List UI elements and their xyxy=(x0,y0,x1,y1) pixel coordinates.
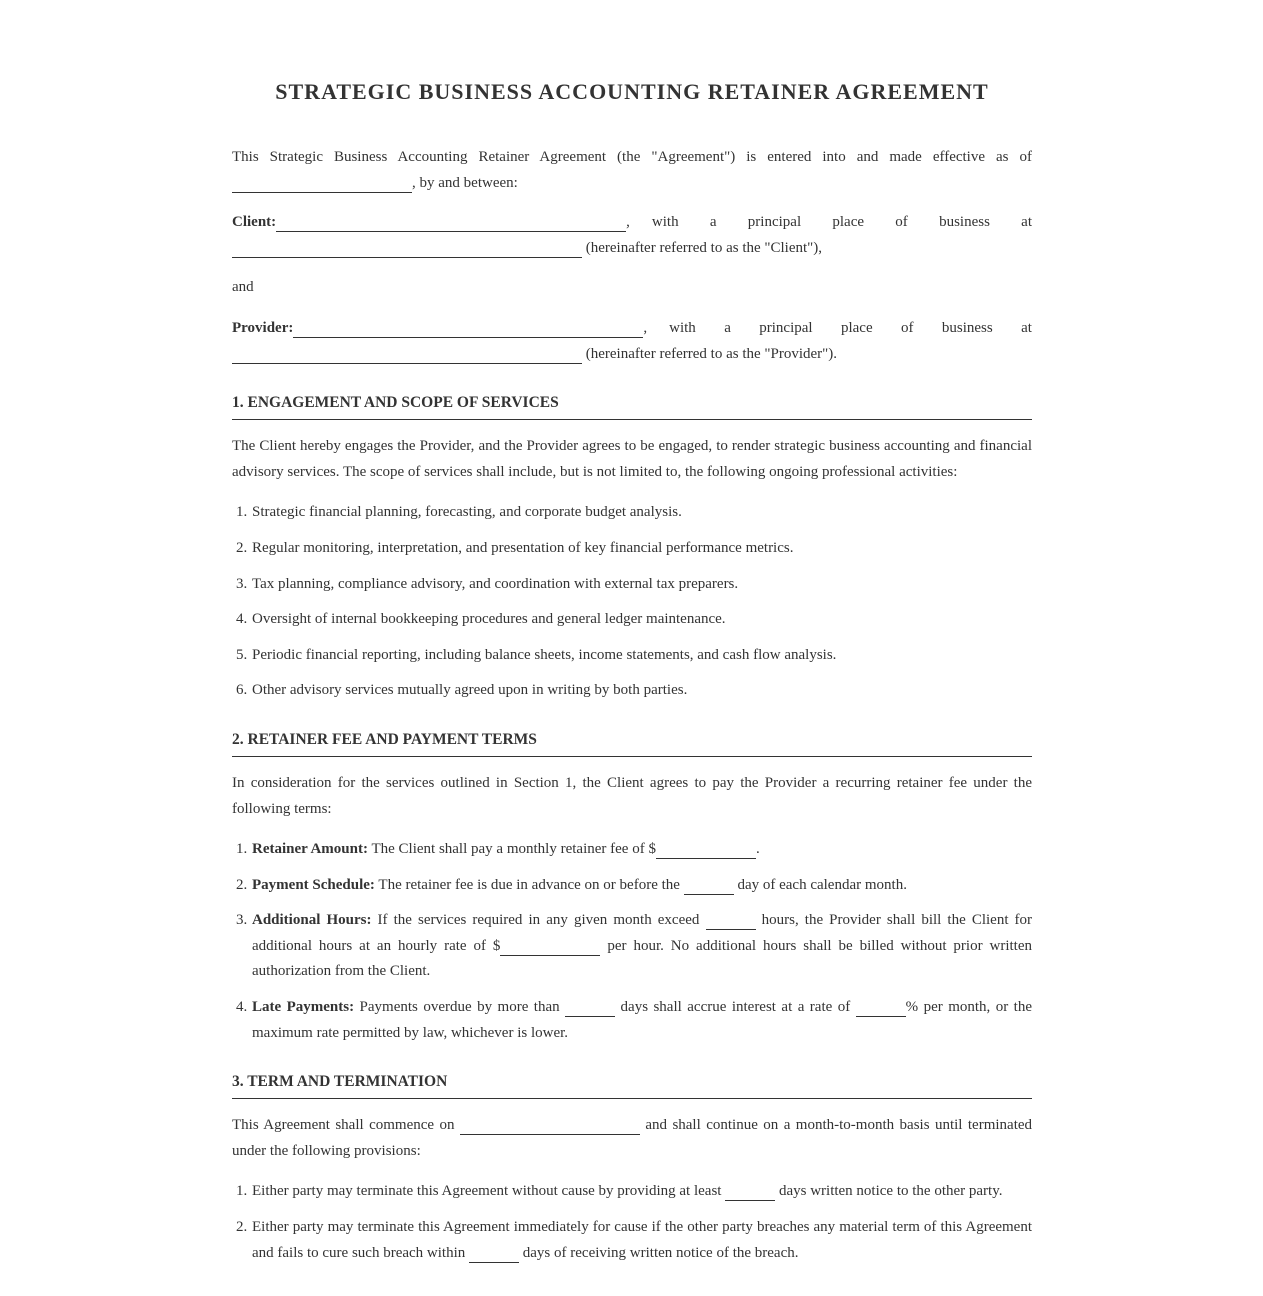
client-name-field[interactable] xyxy=(276,215,626,232)
effective-date-field[interactable] xyxy=(232,176,412,193)
late-payments-text-b: days shall accrue interest at a rate of xyxy=(620,999,851,1016)
section-2-heading: 2. RETAINER FEE AND PAYMENT TERMS xyxy=(232,728,1032,757)
additional-hours-text-c: per hour. No additional hours shall be billed without prior written authorization from the Client. xyxy=(252,937,1033,980)
intro-after-blank: , by and between: xyxy=(412,174,518,191)
retainer-amount-label: Retainer Amount: xyxy=(252,841,368,858)
overdue-days-field[interactable] xyxy=(565,1000,615,1017)
provider-label: Provider: xyxy=(232,319,294,336)
termination-text-b: days written notice to the other party. xyxy=(778,1183,1003,1200)
additional-hours-item xyxy=(251,908,1032,985)
retainer-amount-text: The Client shall pay a monthly retainer fee of $ xyxy=(371,841,656,858)
section-3-heading: 3. TERM AND TERMINATION xyxy=(232,1070,1032,1099)
cause-text-b: days of receiving written notice of the breach. xyxy=(522,1244,799,1261)
termination-without-cause-item xyxy=(251,1179,1032,1205)
list-item: 3. Tax planning, compliance advisory, and coordination with external tax preparers. xyxy=(251,572,1032,598)
list-item: 6. Other advisory services mutually agreed upon in writing by both parties. xyxy=(251,678,1032,704)
section-3-body-a: This Agreement shall commence on xyxy=(232,1117,455,1134)
section-1-body: The Client hereby engages the Provider, and the Provider agrees to be engaged, to render strategic business accounting and financial advisory services. The scope of services shall include, but is not limited to, the following ongoing professional activities: xyxy=(232,438,1032,480)
provider-line-2 xyxy=(232,342,1032,368)
late-payments-text-a: Payments overdue by more than xyxy=(359,999,560,1016)
intro-text: This Strategic Business Accounting Retainer Agreement (the "Agreement") is entered into and made effective as of xyxy=(232,149,1032,165)
payment-schedule-label: Payment Schedule: xyxy=(252,876,375,893)
list-item: 4. Oversight of internal bookkeeping procedures and general ledger maintenance. xyxy=(251,607,1032,633)
payment-schedule-end: day of each calendar month. xyxy=(737,876,907,893)
list-item: 5. Periodic financial reporting, including balance sheets, income statements, and cash flow analysis. xyxy=(251,643,1032,669)
client-line-2 xyxy=(232,236,1032,262)
provider-address-field[interactable] xyxy=(232,347,582,364)
page-title: STRATEGIC BUSINESS ACCOUNTING RETAINER AGREEMENT xyxy=(275,79,989,104)
client-comma: , xyxy=(626,214,630,231)
late-payments-text-c: % per month, or the maximum rate permitted by law, whichever is lower. xyxy=(252,999,1033,1041)
hours-threshold-field[interactable] xyxy=(706,913,756,930)
additional-hours-text-b: hours, the Provider shall bill the Client for additional hours at an hourly rate of $ xyxy=(252,912,1033,954)
cause-text-a: Either party may terminate this Agreement immediately for cause if the other party breaches any material term of this Agreement and fails to cure such breach within xyxy=(252,1219,1032,1261)
provider-paragraph xyxy=(232,316,1032,367)
additional-hours-text-a: If the services required in any given month exceed xyxy=(377,912,700,929)
retainer-amount-field[interactable] xyxy=(656,842,756,859)
section-1-list xyxy=(232,500,1032,704)
section-1-heading: 1. ENGAGEMENT AND SCOPE OF SERVICES xyxy=(232,391,1032,420)
intro-paragraph xyxy=(232,145,1032,196)
client-end-text: (hereinafter referred to as the "Client"), xyxy=(585,239,823,256)
client-paragraph xyxy=(232,210,1032,261)
section-3-list xyxy=(232,1179,1032,1266)
notice-days-field[interactable] xyxy=(725,1184,775,1201)
additional-hours-label: Additional Hours: xyxy=(252,912,372,929)
section-3-body-b: and shall continue on a month-to-month basis until terminated under the following provisions: xyxy=(232,1117,1033,1159)
payment-schedule-item xyxy=(251,873,1032,899)
provider-name-field[interactable] xyxy=(293,321,643,338)
list-item: 1. Strategic financial planning, forecasting, and corporate budget analysis. xyxy=(251,500,1032,526)
provider-comma: , xyxy=(643,319,648,336)
section-2-list xyxy=(232,837,1032,1046)
and-text: and xyxy=(232,279,254,296)
client-label: Client: xyxy=(232,214,277,231)
termination-text-a: Either party may terminate this Agreement without cause by providing at least xyxy=(252,1183,722,1200)
provider-mid-text: with a principal place of business at xyxy=(669,319,1032,336)
client-address-field[interactable] xyxy=(232,241,582,258)
retainer-amount-item xyxy=(251,837,1032,863)
payment-day-field[interactable] xyxy=(684,878,734,895)
agreement-document xyxy=(232,0,1032,1266)
termination-for-cause-item xyxy=(251,1215,1032,1266)
client-mid-text: with a principal place of business at xyxy=(651,214,1032,231)
provider-line-1 xyxy=(232,316,1032,342)
section-3-body xyxy=(232,1113,1032,1164)
late-payments-label: Late Payments: xyxy=(252,999,355,1016)
retainer-amount-end: . xyxy=(755,841,760,858)
interest-rate-field[interactable] xyxy=(856,1000,906,1017)
section-2-body: In consideration for the services outlined in Section 1, the Client agrees to pay the Provider a recurring retainer fee under the following terms: xyxy=(232,774,1032,817)
commencement-date-field[interactable] xyxy=(460,1118,640,1135)
provider-end-text: (hereinafter referred to as the "Provider"). xyxy=(585,345,838,362)
payment-schedule-text: The retainer fee is due in advance on or before the xyxy=(378,876,680,893)
late-payments-item xyxy=(251,995,1032,1046)
cure-days-field[interactable] xyxy=(469,1246,519,1263)
list-item: 2. Regular monitoring, interpretation, and presentation of key financial performance metrics. xyxy=(251,536,1032,562)
hourly-rate-field[interactable] xyxy=(500,939,600,956)
client-line-1 xyxy=(232,210,1032,236)
